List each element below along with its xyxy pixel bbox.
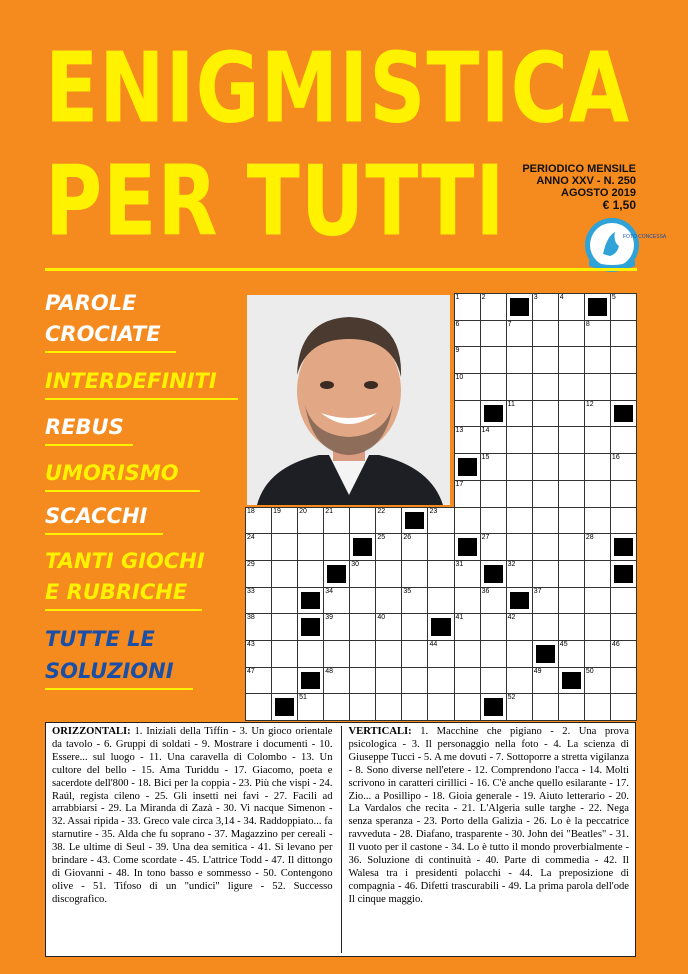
menu-underline [45, 688, 193, 690]
grid-cell[interactable] [584, 560, 611, 588]
grid-cell[interactable] [401, 587, 428, 615]
grid-cell[interactable] [401, 667, 428, 695]
grid-cell[interactable] [610, 346, 637, 374]
grid-cell[interactable] [584, 667, 611, 695]
grid-cell[interactable] [558, 346, 585, 374]
grid-cell[interactable] [610, 480, 637, 508]
cell-number: 14 [481, 427, 490, 435]
cell-number: 19 [273, 507, 281, 515]
grid-cell [610, 400, 637, 428]
grid-cell[interactable] [349, 640, 376, 668]
cell-number: 48 [325, 667, 333, 675]
grid-cell[interactable] [401, 533, 428, 561]
grid-cell[interactable] [480, 320, 507, 348]
grid-cell[interactable] [532, 533, 559, 561]
grid-cell[interactable] [245, 507, 272, 535]
grid-cell[interactable] [610, 373, 637, 401]
grid-cell[interactable] [610, 640, 637, 668]
grid-cell[interactable] [271, 560, 298, 588]
grid-cell[interactable] [323, 507, 350, 535]
grid-cell[interactable] [480, 373, 507, 401]
black-square [301, 672, 320, 690]
grid-cell[interactable] [454, 293, 481, 321]
featured-photo [247, 295, 450, 505]
grid-cell [584, 293, 611, 321]
grid-cell[interactable] [584, 693, 611, 721]
grid-cell[interactable] [323, 533, 350, 561]
grid-cell[interactable] [480, 293, 507, 321]
masthead-line1: ENIGMISTICA [45, 32, 631, 145]
grid-cell[interactable] [532, 400, 559, 428]
grid-cell[interactable] [271, 533, 298, 561]
grid-cell[interactable] [532, 693, 559, 721]
grid-cell[interactable] [401, 693, 428, 721]
grid-cell[interactable] [297, 507, 324, 535]
cell-number: 41 [455, 614, 464, 622]
grid-cell [297, 667, 324, 695]
grid-cell[interactable] [584, 533, 611, 561]
grid-cell[interactable] [506, 480, 533, 508]
menu-item: INTERDEFINITI [45, 369, 217, 393]
grid-cell [532, 640, 559, 668]
grid-cell[interactable] [349, 693, 376, 721]
grid-cell [271, 693, 298, 721]
cell-number: 21 [325, 507, 333, 515]
grid-cell [427, 613, 454, 641]
black-square [327, 565, 346, 583]
grid-cell [480, 400, 507, 428]
grid-cell[interactable] [271, 613, 298, 641]
grid-cell[interactable] [427, 640, 454, 668]
grid-cell[interactable] [506, 507, 533, 535]
grid-cell[interactable] [375, 667, 402, 695]
grid-cell[interactable] [349, 507, 376, 535]
black-square [353, 538, 372, 556]
cell-number: 46 [611, 640, 620, 648]
cell-number: 4 [559, 294, 564, 301]
cell-number: 42 [507, 614, 516, 622]
cell-number: 29 [247, 560, 255, 568]
grid-cell[interactable] [297, 560, 324, 588]
grid-cell[interactable] [480, 346, 507, 374]
masthead-line2: PER TUTTI [45, 145, 506, 258]
grid-cell[interactable] [427, 693, 454, 721]
grid-cell[interactable] [584, 453, 611, 481]
grid-cell [297, 587, 324, 615]
black-square [484, 405, 503, 423]
grid-cell[interactable] [454, 693, 481, 721]
grid-cell[interactable] [245, 587, 272, 615]
menu-item: CROCIATE [45, 322, 161, 346]
menu-underline [45, 351, 176, 353]
black-square [458, 538, 477, 556]
cell-number: 39 [325, 614, 333, 622]
black-square [614, 565, 633, 583]
cell-number: 33 [247, 587, 255, 595]
black-square [536, 645, 555, 663]
cell-number: 24 [247, 534, 255, 542]
grid-cell[interactable] [375, 693, 402, 721]
grid-cell[interactable] [401, 613, 428, 641]
grid-cell [454, 533, 481, 561]
grid-cell[interactable] [427, 560, 454, 588]
grid-cell[interactable] [349, 613, 376, 641]
grid-cell[interactable] [245, 640, 272, 668]
cell-number: 13 [455, 427, 464, 435]
grid-cell[interactable] [532, 453, 559, 481]
grid-cell[interactable] [245, 667, 272, 695]
grid-cell[interactable] [558, 533, 585, 561]
grid-cell[interactable] [480, 453, 507, 481]
grid-cell[interactable] [271, 507, 298, 535]
grid-cell [323, 560, 350, 588]
grid-cell[interactable] [610, 693, 637, 721]
grid-cell[interactable] [610, 587, 637, 615]
grid-cell [297, 613, 324, 641]
cell-number: 18 [247, 507, 255, 515]
cell-number: 52 [507, 694, 516, 702]
publication-info [522, 163, 636, 211]
cell-number: 34 [325, 587, 333, 595]
grid-cell[interactable] [245, 533, 272, 561]
black-square [510, 592, 529, 610]
grid-cell[interactable] [454, 320, 481, 348]
cell-number: 51 [299, 694, 307, 702]
price: € 1,50 [602, 198, 636, 212]
cell-number: 3 [533, 294, 538, 301]
black-square [510, 298, 529, 316]
grid-cell[interactable] [480, 480, 507, 508]
cell-number: 28 [585, 534, 594, 542]
menu-item: TANTI GIOCHI [45, 549, 205, 573]
cell-number: 8 [585, 320, 590, 328]
grid-cell[interactable] [480, 426, 507, 454]
grid-cell[interactable] [584, 587, 611, 615]
grid-cell[interactable] [506, 426, 533, 454]
cell-number: 40 [377, 614, 386, 622]
menu-item: PAROLE [45, 291, 137, 315]
periodicity: PERIODICO MENSILE [522, 163, 636, 175]
cell-number: 16 [611, 454, 620, 462]
cell-number: 30 [351, 560, 360, 568]
cell-number: 17 [455, 480, 464, 488]
black-square [614, 538, 633, 556]
grid-cell[interactable] [454, 560, 481, 588]
grid-cell[interactable] [323, 667, 350, 695]
menu-item: REBUS [45, 415, 124, 439]
grid-cell[interactable] [349, 667, 376, 695]
issue-number: ANNO XXV - N. 250 [536, 175, 636, 187]
down-header: VERTICALI: [348, 726, 412, 737]
menu-item: SOLUZIONI [45, 659, 174, 683]
grid-cell[interactable] [558, 293, 585, 321]
cell-number: 43 [247, 640, 255, 648]
down-clues-text: 1. Macchine che pigiano - 2. Una prova psicologica - 3. Il personaggio nella foto - 4. La scienza di Giuseppe Tucci - 5. A me dovuti - 7. Sottoporre a stretta vigilanza - 8. Sono diverse nell'etere - 12. Comprendono l'acca - 14. Molti scrivono in caratteri cirillici - 16. C'è anche quello esilarante - 17. Zio... a Posillipo - 18. Gioia generale - 19. Aiuto letterario - 20. La Vardalos che recita - 21. L'Algeria sulle targhe - 22. Nega senza speranza - 23. Porto della Galizia - 26. Lo è la peccatrice ravveduta - 28. Diafano, trasparente - 30. John dei "Beatles" - 31. Il vuoto per il castone - 34. Lo è tutto il mondo proverbialmente - 36. Soluzione di continuità - 40. Parte di commedia - 42. Il Walesa tra i presidenti polacchi - 44. La preposizione di compagnia - 46. Difetti trascurabili - 49. La prima parola dell'ode Il cinque maggio. [348, 726, 629, 905]
grid-cell[interactable] [558, 693, 585, 721]
menu-item: TUTTE LE [45, 627, 155, 651]
issue-date: AGOSTO 2019 [561, 187, 636, 199]
menu-underline [45, 490, 200, 492]
grid-cell[interactable] [506, 346, 533, 374]
grid-cell[interactable] [506, 533, 533, 561]
grid-cell[interactable] [427, 587, 454, 615]
grid-cell[interactable] [532, 293, 559, 321]
black-square [588, 298, 607, 316]
grid-cell[interactable] [558, 400, 585, 428]
grid-cell[interactable] [427, 507, 454, 535]
cell-number: 20 [299, 507, 307, 515]
grid-cell[interactable] [271, 587, 298, 615]
cell-number: 2 [481, 294, 486, 301]
grid-cell[interactable] [427, 667, 454, 695]
cell-number: 5 [611, 294, 616, 301]
grid-cell[interactable] [610, 613, 637, 641]
grid-cell [558, 667, 585, 695]
grid-cell[interactable] [349, 587, 376, 615]
grid-cell[interactable] [506, 640, 533, 668]
grid-cell[interactable] [480, 640, 507, 668]
grid-cell[interactable] [584, 426, 611, 454]
cell-number: 49 [533, 667, 542, 675]
grid-cell[interactable] [506, 613, 533, 641]
grid-cell[interactable] [506, 453, 533, 481]
grid-cell[interactable] [323, 640, 350, 668]
grid-cell[interactable] [297, 640, 324, 668]
grid-cell[interactable] [323, 587, 350, 615]
grid-cell [349, 533, 376, 561]
grid-cell[interactable] [480, 613, 507, 641]
grid-cell[interactable] [454, 426, 481, 454]
grid-cell[interactable] [454, 480, 481, 508]
grid-cell[interactable] [271, 640, 298, 668]
menu-underline [45, 533, 163, 535]
grid-cell[interactable] [610, 293, 637, 321]
grid-cell[interactable] [245, 693, 272, 721]
grid-cell[interactable] [532, 480, 559, 508]
cell-number: 47 [247, 667, 255, 675]
black-square [484, 565, 503, 583]
grid-cell [506, 587, 533, 615]
grid-cell[interactable] [454, 507, 481, 535]
black-square [614, 405, 633, 423]
grid-cell[interactable] [558, 453, 585, 481]
grid-cell[interactable] [506, 400, 533, 428]
grid-cell[interactable] [454, 346, 481, 374]
grid-cell[interactable] [506, 693, 533, 721]
cell-number: 27 [481, 534, 490, 542]
grid-cell[interactable] [532, 587, 559, 615]
grid-cell[interactable] [532, 426, 559, 454]
grid-cell[interactable] [245, 560, 272, 588]
grid-cell[interactable] [323, 693, 350, 721]
header-divider [45, 268, 637, 271]
cell-number: 10 [455, 374, 464, 382]
grid-cell[interactable] [271, 667, 298, 695]
grid-cell[interactable] [480, 667, 507, 695]
grid-cell [480, 560, 507, 588]
grid-cell[interactable] [375, 613, 402, 641]
grid-cell[interactable] [454, 400, 481, 428]
grid-cell[interactable] [401, 560, 428, 588]
black-square [562, 672, 581, 690]
down-clues [341, 726, 630, 953]
grid-cell[interactable] [558, 613, 585, 641]
photo-credit-badge-icon [583, 216, 667, 274]
grid-cell[interactable] [610, 426, 637, 454]
grid-cell[interactable] [610, 667, 637, 695]
grid-cell[interactable] [532, 613, 559, 641]
grid-cell[interactable] [427, 533, 454, 561]
grid-cell[interactable] [558, 587, 585, 615]
black-square [458, 458, 477, 476]
cell-number: 26 [403, 534, 412, 542]
grid-cell[interactable] [375, 560, 402, 588]
black-square [405, 512, 424, 530]
grid-cell[interactable] [558, 507, 585, 535]
grid-cell[interactable] [506, 373, 533, 401]
grid-cell[interactable] [349, 560, 376, 588]
grid-cell[interactable] [480, 507, 507, 535]
grid-cell[interactable] [532, 320, 559, 348]
cell-number: 31 [455, 560, 464, 568]
grid-cell[interactable] [584, 507, 611, 535]
cell-number: 7 [507, 320, 512, 328]
grid-cell[interactable] [558, 640, 585, 668]
cell-number: 23 [429, 507, 438, 515]
grid-cell[interactable] [610, 320, 637, 348]
menu-underline [45, 609, 202, 611]
grid-cell[interactable] [610, 453, 637, 481]
grid-cell[interactable] [480, 587, 507, 615]
cell-number: 50 [585, 667, 594, 675]
grid-cell[interactable] [297, 533, 324, 561]
grid-cell[interactable] [454, 667, 481, 695]
black-square [301, 592, 320, 610]
grid-cell [610, 560, 637, 588]
across-clues [52, 726, 333, 953]
grid-cell[interactable] [532, 560, 559, 588]
black-square [484, 698, 503, 716]
grid-cell[interactable] [454, 373, 481, 401]
portrait-image [247, 295, 450, 505]
menu-underline [45, 398, 238, 400]
grid-cell[interactable] [480, 533, 507, 561]
menu-item: UMORISMO [45, 461, 179, 485]
across-clues-text: 1. Iniziali della Tiffin - 3. Un gioco orientale da tavolo - 6. Gruppi di soldati - 9. Mostrare i documenti - 10. Essere... sul luogo - 11. Una caravella di Colombo - 13. Un cultore del bello - 15. Ama Turiddu - 17. Giacomo, poeta e sacerdote dell'800 - 18. Bici per la coppia - 23. Più che vispi - 24. Raúl, regista cileno - 25. Gli insetti nei favi - 27. Facili ad arrabbiarsi - 29. La Miranda di Zazà - 30. Vi nacque Simenon - 32. Assai ripida - 33. Greco vale circa 3,14 - 34. Raddoppiato... fa starnutire - 35. Alda che fu soprano - 37. Magazzino per cereali - 38. Le ultime di Seul - 39. Una dea semitica - 41. Si levano per brindare - 43. Come scordate - 45. L'attrice Todd - 47. Il dittongo di Giovanni - 48. In tono basso e sommesso - 50. Contengono olive - 51. Tifoso di un "undici" ligure - 52. Successo discografico. [52, 726, 333, 905]
cell-number: 44 [429, 640, 438, 648]
grid-cell [401, 507, 428, 535]
grid-cell[interactable] [584, 320, 611, 348]
grid-cell[interactable] [610, 507, 637, 535]
grid-cell[interactable] [454, 613, 481, 641]
cell-number: 25 [377, 534, 386, 542]
cell-number: 32 [507, 560, 516, 568]
cell-number: 36 [481, 587, 490, 595]
across-header: ORIZZONTALI: [52, 726, 131, 737]
grid-cell[interactable] [454, 587, 481, 615]
grid-cell[interactable] [532, 667, 559, 695]
cell-number: 6 [455, 320, 460, 328]
cell-number: 12 [585, 400, 594, 408]
menu-item: E RUBRICHE [45, 580, 188, 604]
black-square [275, 698, 294, 716]
grid-cell[interactable] [584, 613, 611, 641]
grid-cell[interactable] [532, 373, 559, 401]
grid-cell[interactable] [584, 346, 611, 374]
grid-cell [454, 453, 481, 481]
grid-cell[interactable] [584, 480, 611, 508]
black-square [431, 618, 450, 636]
cell-number: 22 [377, 507, 386, 515]
cell-number: 1 [455, 294, 460, 301]
grid-cell[interactable] [454, 640, 481, 668]
grid-cell[interactable] [558, 373, 585, 401]
grid-cell[interactable] [375, 533, 402, 561]
grid-cell[interactable] [506, 667, 533, 695]
grid-cell[interactable] [375, 507, 402, 535]
grid-cell [480, 693, 507, 721]
grid-cell[interactable] [297, 693, 324, 721]
grid-cell[interactable] [401, 640, 428, 668]
grid-cell[interactable] [506, 320, 533, 348]
grid-cell [610, 533, 637, 561]
grid-cell[interactable] [584, 640, 611, 668]
cell-number: 45 [559, 640, 568, 648]
grid-cell[interactable] [245, 613, 272, 641]
black-square [301, 618, 320, 636]
grid-cell[interactable] [375, 640, 402, 668]
badge-text: FOTO CONCESSA [623, 234, 667, 240]
cell-number: 11 [507, 400, 515, 408]
grid-cell[interactable] [558, 560, 585, 588]
cell-number: 37 [533, 587, 542, 595]
grid-cell [506, 293, 533, 321]
grid-cell[interactable] [532, 507, 559, 535]
grid-cell[interactable] [584, 373, 611, 401]
menu-underline [45, 444, 133, 446]
grid-cell[interactable] [558, 320, 585, 348]
grid-cell[interactable] [584, 400, 611, 428]
grid-cell[interactable] [323, 613, 350, 641]
clues-box [45, 722, 636, 957]
cell-number: 35 [403, 587, 412, 595]
grid-cell[interactable] [558, 480, 585, 508]
grid-cell[interactable] [558, 426, 585, 454]
grid-cell[interactable] [506, 560, 533, 588]
grid-cell[interactable] [375, 587, 402, 615]
cell-number: 38 [247, 614, 255, 622]
menu-item: SCACCHI [45, 504, 148, 528]
cell-number: 15 [481, 454, 490, 462]
cell-number: 9 [455, 347, 460, 355]
grid-cell[interactable] [532, 346, 559, 374]
